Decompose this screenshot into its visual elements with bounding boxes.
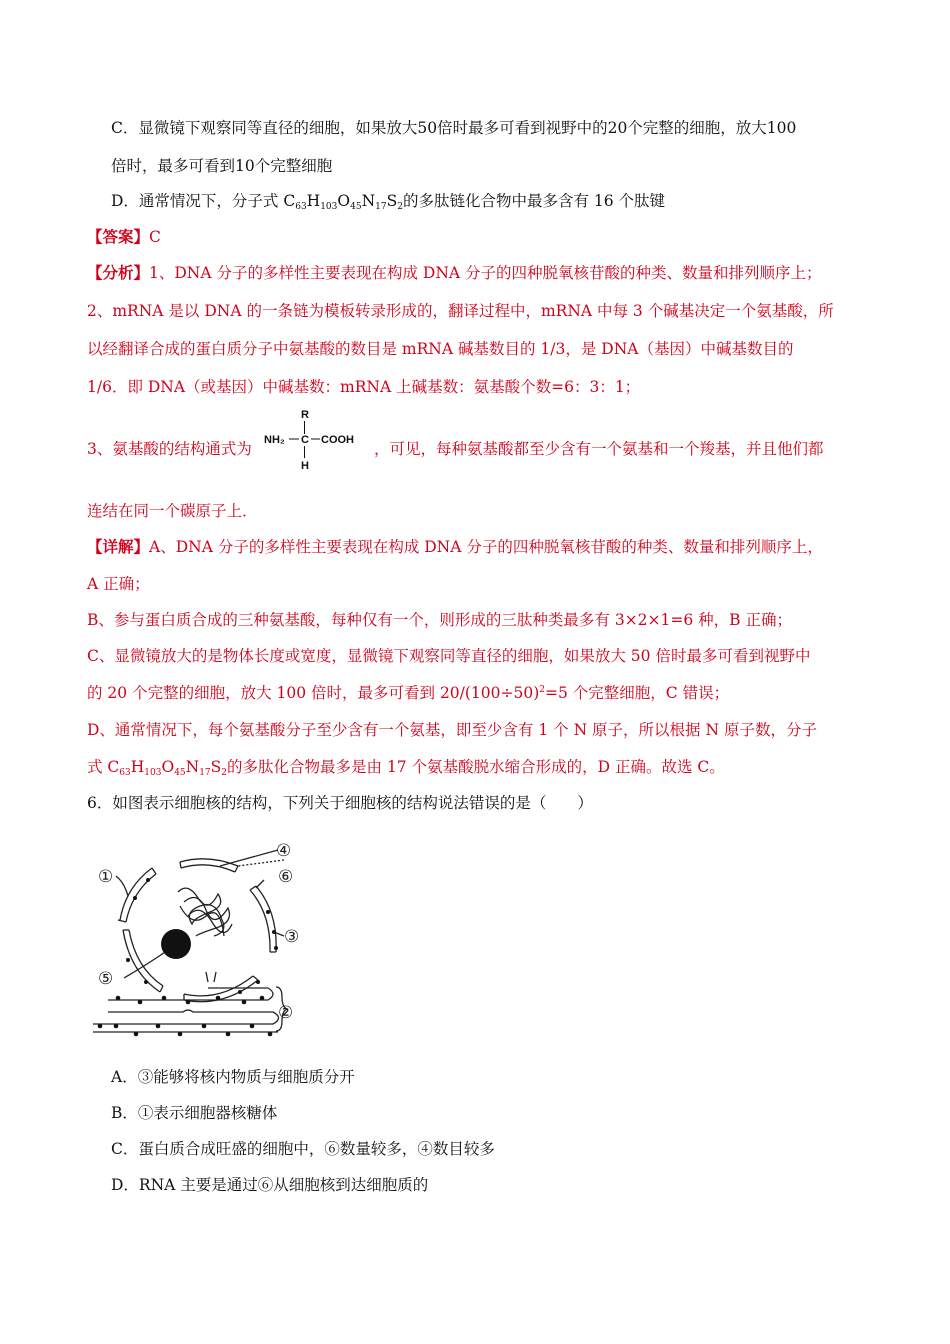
- detail-line4: C、显微镜放大的是物体长度或宽度，显微镜下观察同等直径的细胞，如果放大 50 倍时最多可看到视野中: [87, 647, 811, 665]
- analysis-line4: 1/6．即 DNA（或基因）中碱基数：mRNA 上碱基数：氨基酸个数=6：3：1；: [87, 378, 641, 396]
- analysis-line1: 【分析】1、DNA 分子的多样性主要表现在构成 DNA 分子的四种脱氧核苷酸的种类、数量和排列顺序上；: [87, 263, 822, 282]
- detail-line7: 式 $C_{63}H_{103}O_{45}N_{17}S_2$的多肽化合物最多是由 17 个氨基酸脱水缩合形成的，D 正确。故选 C。: [87, 758, 725, 778]
- answer-tag: 【答案】: [87, 227, 150, 246]
- nucleus-structure-figure: [88, 832, 308, 1042]
- analysis-line5-prefix: 3、氨基酸的结构通式为: [87, 440, 252, 458]
- label-4: ④: [276, 841, 292, 861]
- detail-line3: B、参与蛋白质合成的三种氨基酸，每种仅有一个，则形成的三肽种类最多有 3×2×1=6 种，B 正确；: [87, 611, 792, 629]
- answer-value: C: [149, 228, 161, 246]
- formula-cooh: COOH: [321, 434, 354, 446]
- label-5: ⑤: [98, 969, 114, 989]
- analysis-line5-suffix: ，可见，每种氨基酸都至少含有一个氨基和一个羧基，并且他们都: [374, 440, 824, 458]
- q5-option-c-line2: 倍时，最多可看到10个完整细胞: [111, 157, 333, 175]
- q5-option-d: D．通常情况下，分子式 $C_{63}H_{103}O_{45}N_{17}S_2$的多肽链化合物中最多含有 16 个肽键: [111, 192, 666, 212]
- label-3: ③: [284, 927, 300, 947]
- formula-h: H: [301, 460, 309, 472]
- q6-option-b: B．①表示细胞器核糖体: [111, 1104, 278, 1122]
- detail-tag: 【详解】: [87, 537, 150, 556]
- detail-line5: 的 20 个完整的细胞，放大 100 倍时，最多可看到 $20/(100\div 50)^2=5$ 个完整细胞，C 错误；: [87, 684, 730, 702]
- label-2: ②: [278, 1003, 294, 1023]
- q6-option-c: C．蛋白质合成旺盛的细胞中，⑥数量较多，④数目较多: [111, 1140, 495, 1158]
- analysis-line2: 2、mRNA 是以 DNA 的一条链为模板转录形成的，翻译过程中，mRNA 中每 3 个碱基决定一个氨基酸，所: [87, 302, 834, 320]
- amino-acid-structure-formula: [262, 406, 372, 472]
- label-6: ⑥: [278, 867, 294, 887]
- detail-line2: A 正确；: [87, 575, 150, 593]
- q6-option-d: D．RNA 主要是通过⑥从细胞核到达细胞质的: [111, 1176, 429, 1194]
- formula-r: R: [301, 409, 309, 421]
- q6-stem: 6．如图表示细胞核的结构，下列关于细胞核的结构说法错误的是（ ）: [87, 794, 593, 812]
- analysis-line6: 连结在同一个碳原子上．: [87, 502, 258, 520]
- nucleolus: [161, 929, 191, 959]
- formula-nh2: NH₂: [264, 434, 285, 446]
- q6-option-a: A．③能够将核内物质与细胞质分开: [111, 1068, 355, 1086]
- analysis-tag: 【分析】: [87, 263, 150, 282]
- answer-line: [87, 226, 161, 248]
- detail-line1: 【详解】A、DNA 分子的多样性主要表现在构成 DNA 分子的四种脱氧核苷酸的种类、数量和排列顺序上，: [87, 537, 823, 556]
- detail-line6: D、通常情况下，每个氨基酸分子至少含有一个氨基，即至少含有 1 个 N 原子，所以根据 N 原子数，分子: [87, 721, 817, 739]
- label-1: ①: [98, 867, 114, 887]
- formula-c: C: [301, 434, 309, 446]
- analysis-line3: 以经翻译合成的蛋白质分子中氨基酸的数目是 mRNA 碱基数目的 1/3，是 DNA（基因）中碱基数目的: [87, 340, 794, 358]
- q5-option-c-line1: C．显微镜下观察同等直径的细胞，如果放大50倍时最多可看到视野中的20个完整的细胞，放大100: [111, 119, 797, 137]
